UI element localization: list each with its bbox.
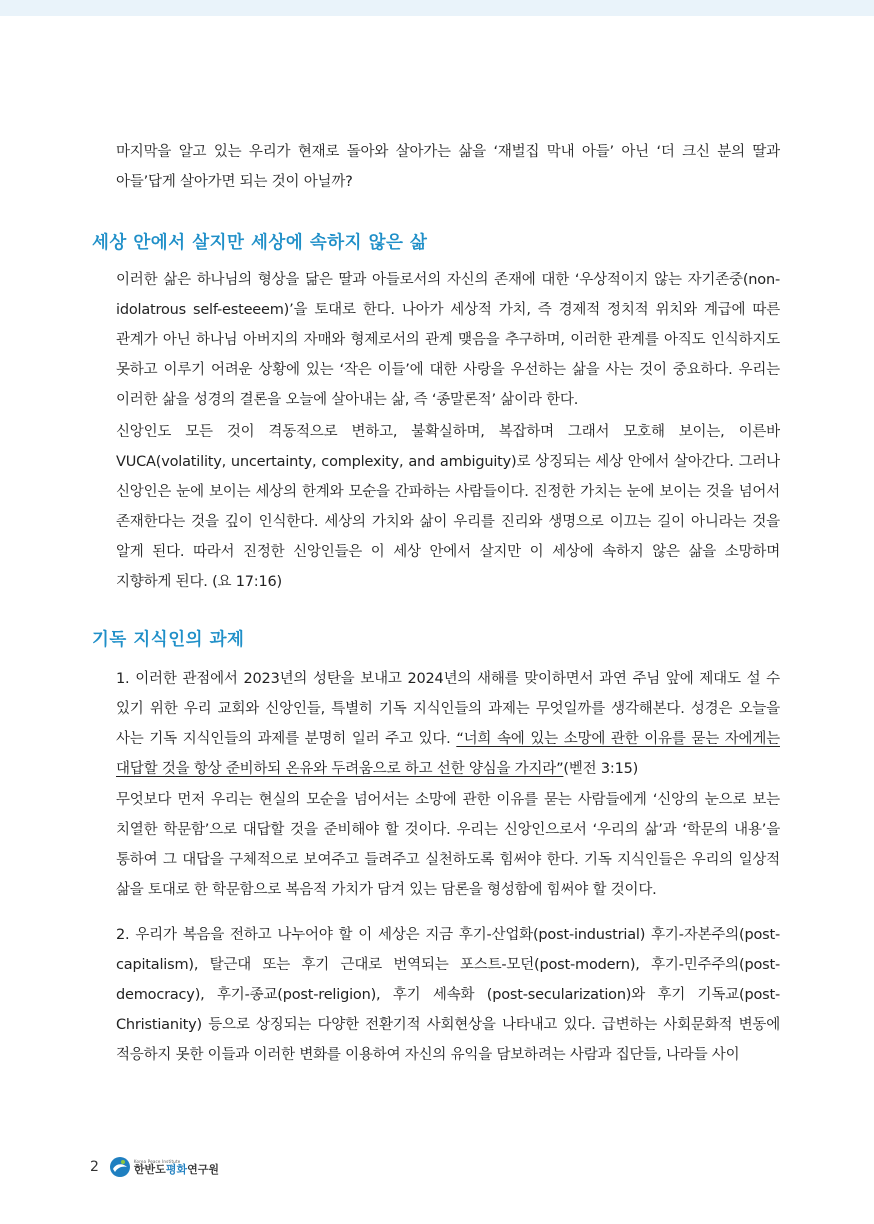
section1-paragraph-1: 이러한 삶은 하나님의 형상을 닮은 딸과 아들로서의 자신의 존재에 대한 ‘우상적이지 않는 자기존중(non-idolatrous self-esteeem)’을 토대로 한다. 나아가 세상적 가치, 즉 경제적 정치적 위치와 계급에 따른 관계가 아닌 하나님 아버지의 자매와 형제로서의 관계 맺음을 추구하며, 이러한 관계를 아직도 인식하지도 못하고 이루기 어려운 상황에 있는 ‘작은 이들’에 대한 사랑을 우선하는 삶을 사는 것이 중요하다. 우리는 이러한 삶을 성경의 결론을 오늘에 살아내는 삶, 즉 ‘종말론적’ 삶이라 한다. [116, 272, 780, 408]
section2-paragraph-3: 2. 우리가 복음을 전하고 나누어야 할 이 세상은 지금 후기-산업화(post-industrial) 후기-자본주의(post-capitalism), 탈근대 또는 후기 근대로 번역되는 포스트-모던(post-modern), 후기-민주주의(post-democracy), 후기-종교(post-religion), 후기 세속화 (post-secularization)와 후기 기독교(post-Christianity) 등으로 상징되는 다양한 전환기적 사회현상을 나타내고 있다. 급변하는 사회문화적 변동에 적응하지 못한 이들과 이러한 변화를 이용하여 자신의 유익을 담보하려는 사람과 집단들, 나라들 사이 [116, 927, 780, 1063]
logo-ko-part-2: 평화 [165, 1162, 188, 1176]
logo-ko-part-3: 연구원 [187, 1162, 219, 1176]
section1-paragraph-2: 신앙인도 모든 것이 격동적으로 변하고, 불확실하며, 복잡하며 그래서 모호해 보이는, 이른바 VUCA(volatility, uncertainty, complexity, and ambiguity)로 상징되는 세상 안에서 살아간다. 그러나 신앙인은 눈에 보이는 세상의 한계와 모순을 간파하는 사람들이다. 진정한 가치는 눈에 보이는 것을 넘어서 존재한다는 것을 깊이 인식한다. 세상의 가치와 삶이 우리를 진리와 생명으로 이끄는 길이 아니라는 것을 알게 된다. 따라서 진정한 신앙인들은 이 세상 안에서 살지만 이 세상에 속하지 않은 삶을 소망하며 지향하게 된다. (요 17:16) [116, 424, 780, 590]
scripture-quote: “너희 속에 있는 소망에 관한 이유를 묻는 자에게는 대답할 것을 항상 준비하되 온유와 두려움으로 하고 선한 양심을 가지라” [116, 731, 780, 777]
logo-korean-name [134, 1164, 219, 1175]
section2-paragraph-1 [116, 664, 780, 784]
page-number: 2 [90, 1159, 99, 1175]
page-footer [90, 1155, 219, 1179]
peace-institute-logo-icon [109, 1156, 131, 1178]
section-heading-christian-intellectual-task: 기독 지식인의 과제 [92, 630, 245, 650]
intro-paragraph: 마지막을 알고 있는 우리가 현재로 돌아와 살아가는 삶을 ‘재벌집 막내 아들’ 아닌 ‘더 크신 분의 딸과 아들’답게 살아가면 되는 것이 아닐까? [116, 144, 780, 190]
scripture-reference: (벧전 3:15) [563, 761, 639, 777]
logo-english-name: Korea Peace Institute [133, 1158, 181, 1164]
institute-logo [109, 1156, 219, 1178]
section-heading-life-in-world: 세상 안에서 살지만 세상에 속하지 않은 삶 [92, 233, 428, 253]
top-band [0, 0, 874, 16]
section2-paragraph-2: 무엇보다 먼저 우리는 현실의 모순을 넘어서는 소망에 관한 이유를 묻는 사람들에게 ‘신앙의 눈으로 보는 치열한 학문함’으로 대답할 것을 준비해야 할 것이다. 우리는 신앙인으로서 ‘우리의 삶’과 ‘학문의 내용’을 통하여 그 대답을 구체적으로 보여주고 들려주고 실천하도록 힘써야 한다. 기독 지식인들은 우리의 일상적 삶을 토대로 한 학문함으로 복음적 가치가 담겨 있는 담론을 형성함에 힘써야 할 것이다. [116, 792, 780, 898]
section2-paragraph-1-text: 1. 이러한 관점에서 2023년의 성탄을 보내고 2024년의 새해를 맞이하면서 과연 주님 앞에 제대도 설 수 있기 위한 우리 교회와 신앙인들, 특별히 기독 지식인들의 과제는 무엇일까를 생각해본다. 성경은 오늘을 사는 기독 지식인들의 과제를 분명히 일러 주고 있다. [116, 671, 780, 747]
logo-ko-part-1: 한반도 [133, 1162, 166, 1176]
